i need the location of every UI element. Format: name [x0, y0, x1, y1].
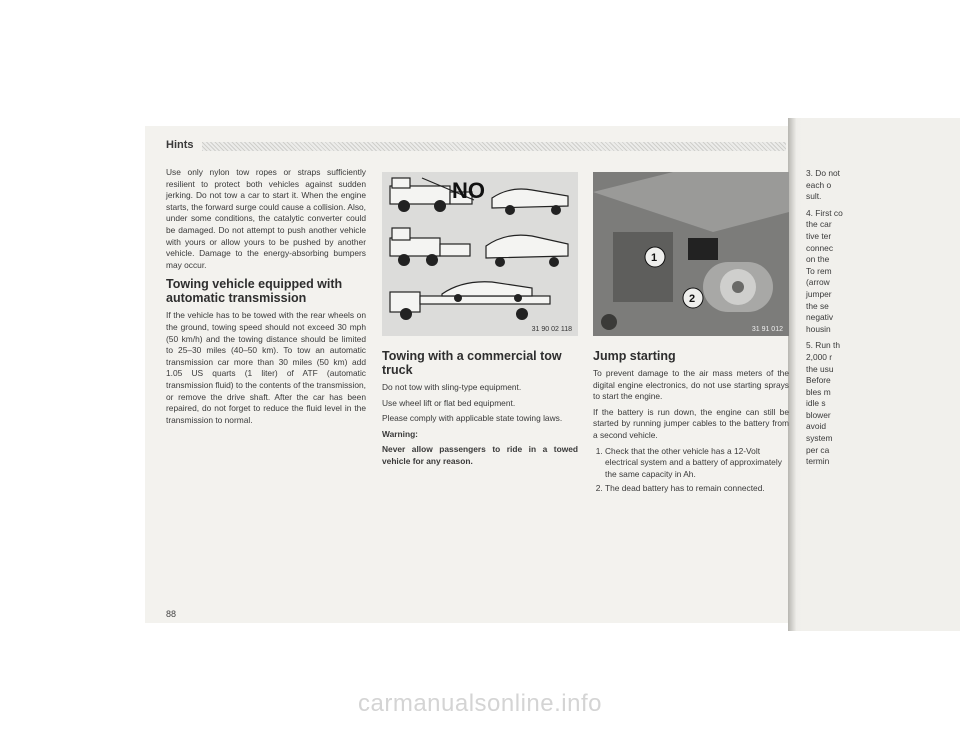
auto-transmission-heading: Towing vehicle equipped with automatic transmission	[166, 277, 343, 306]
right-page-column	[806, 168, 866, 468]
right-line: avoid	[806, 421, 827, 432]
right-line: Before	[806, 375, 831, 386]
right-line: 2,000 r	[806, 351, 833, 362]
jump-starting-heading: Jump starting	[593, 349, 676, 363]
section-title: Hints	[166, 139, 198, 151]
sling-paragraph: Do not tow with sling-type equipment.	[382, 382, 522, 392]
state-laws-paragraph: Please comply with applicable state towing laws.	[382, 413, 563, 424]
list-item: 1. Check that the other vehicle has a 12-Volt electrical system and a battery of approximately the same capacity in Ah.	[605, 446, 789, 481]
page-number: 88	[166, 609, 177, 619]
engine-bay-illustration	[593, 172, 789, 336]
column-jump-starting	[593, 343, 789, 498]
column-commercial-tow	[382, 343, 578, 472]
right-line: idle s	[806, 398, 826, 409]
figure-code: 31 91 012	[751, 326, 783, 333]
right-line: (arrow	[806, 277, 830, 288]
jump-steps-list	[593, 446, 789, 495]
book-spine	[788, 118, 802, 631]
right-line: bles m	[806, 386, 831, 397]
figure-code: 31 90 02 118	[531, 326, 572, 333]
wheel-lift-paragraph: Use wheel lift or flat bed equipment.	[382, 397, 516, 408]
right-line: each o	[806, 179, 832, 190]
battery-paragraph: If the battery is run down, the engine can still be started by running jumper cables to the battery from a second vehicle.	[593, 406, 789, 440]
wheel-lift-truck	[390, 228, 568, 258]
right-line: the car	[806, 219, 832, 230]
callout-1: 1	[651, 252, 658, 264]
jump-start-figure	[593, 172, 789, 336]
right-line: the se	[806, 300, 829, 311]
towing-rope-paragraph: Use only nylon tow ropes or straps sufficiently resilient to protect both vehicles against sudden jerking. Do not tow a car to start it. When the engine starts, the forward surge could cause a collision. Also, under some conditions, the catalytic converter could be damaged. Do not attempt to push another vehicle with yours or allow yours to be pushed by another vehicle. Damage to the energy-absorbing bumpers may occur.	[166, 167, 366, 270]
watermark: carmanualsonline.info	[358, 690, 602, 717]
right-line: blower	[806, 409, 831, 420]
right-line: sult.	[806, 191, 822, 202]
commercial-tow-heading: Towing with a commercial tow truck	[382, 349, 562, 377]
right-line: To rem	[806, 265, 832, 276]
right-line: 5. Run th	[806, 340, 840, 351]
list-item: 2. The dead battery has to remain connected.	[605, 483, 789, 495]
auto-transmission-paragraph: If the vehicle has to be towed with the rear wheels on the ground, towing speed should not exceed 30 mph (50 km/h) and the towing distance should be limited to 25–30 miles (40–50 km). To tow an automatic transmission car more than 30 miles (50 km) add 1.05 US quarts (1 liter) of ATF (automatic transmission fluid) to the contents of the transmission, or remove the drive shaft. After the car has been repaired, do not forget to reduce the fluid level in the transmission to normal.	[166, 310, 366, 425]
callout-2: 2	[689, 293, 696, 305]
no-label: NO	[452, 178, 485, 203]
right-line: on the	[806, 254, 830, 265]
warning-label: Warning:	[382, 428, 418, 439]
right-line: jumper	[806, 288, 832, 299]
air-mass-paragraph: To prevent damage to the air mass meters of the digital engine electronics, do not use starting sprays to start the engine.	[593, 368, 789, 402]
right-line: tive ter	[806, 230, 832, 241]
right-line: termin	[806, 456, 830, 467]
column-towing-general	[166, 167, 366, 430]
section-header	[166, 140, 786, 154]
right-line: system	[806, 433, 833, 444]
right-line: negativ	[806, 312, 834, 323]
tow-truck-figure	[382, 172, 578, 336]
flat-bed-truck	[390, 282, 550, 312]
right-line: connec	[806, 242, 834, 253]
right-line: per ca	[806, 444, 830, 455]
header-hatch-bar	[202, 142, 786, 151]
warning-text: Never allow passengers to ride in a towed vehicle for any reason.	[382, 444, 578, 466]
right-line: housin	[806, 323, 831, 334]
right-line: the usu	[806, 363, 834, 374]
right-line: 4. First co	[806, 207, 843, 218]
tow-truck-illustration	[382, 172, 578, 336]
right-line: 3. Do not	[806, 168, 840, 178]
